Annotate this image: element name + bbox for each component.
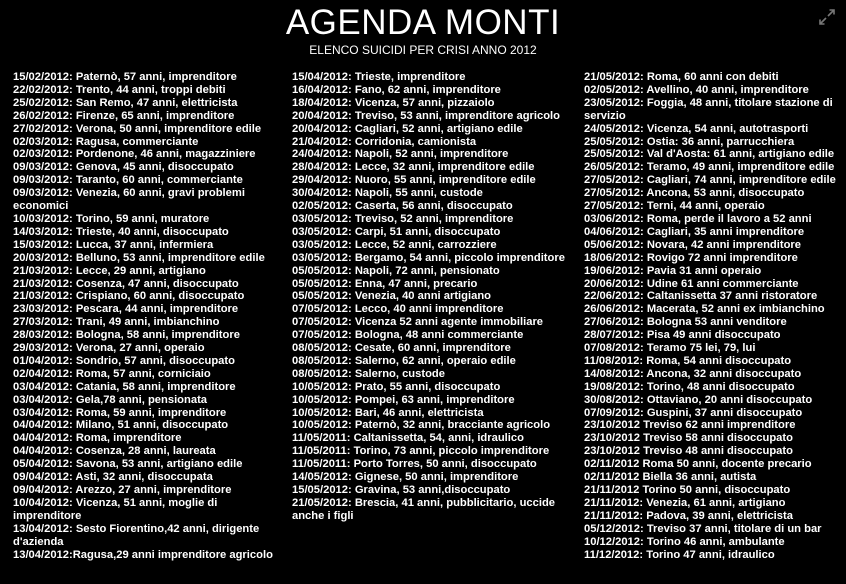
list-item: 09/04/2012: Asti, 32 anni, disoccupata: [13, 471, 213, 484]
list-item: 15/03/2012: Lucca, 37 anni, infermiera: [13, 238, 214, 251]
list-item: 02/04/2012: Roma, 57 anni, corniciaio: [13, 367, 211, 380]
list-item: 09/03/2012: Venezia, 60 anni, gravi problemi economici: [13, 187, 245, 213]
list-item: 20/03/2012: Belluno, 53 anni, imprenditore edile: [13, 251, 265, 264]
list-item: 14/03/2012: Trieste, 40 anni, disoccupato: [13, 225, 229, 238]
list-item: 05/04/2012: Savona, 53 anni, artigiano edile: [13, 458, 243, 471]
list-item: 25/02/2012: San Remo, 47 anni, elettricista: [13, 96, 238, 109]
list-item: 10/05/2012: Pompei, 63 anni, imprenditore: [292, 393, 515, 406]
list-item: 07/05/2012: Bologna, 48 anni commerciante: [292, 329, 524, 342]
list-item: 02/05/2012: Avellino, 40 anni, imprenditore: [584, 83, 809, 96]
list-item: 05/05/2012: Napoli, 72 anni, pensionato: [292, 264, 500, 277]
list-item: 27/05/2012: Ancona, 53 anni, disoccupato: [584, 187, 805, 200]
list-item: 24/05/2012: Vicenza, 54 anni, autotrasporti: [584, 122, 809, 135]
list-item: 10/04/2012: Vicenza, 51 anni, moglie di imprenditore: [13, 496, 218, 522]
list-item: 11/05/2011: Caltanissetta, 54, anni, idraulico: [292, 432, 524, 445]
list-item: 04/04/2012: Roma, imprenditore: [13, 432, 182, 445]
list-item: 02/11/2012 Biella 36 anni, autista: [584, 471, 757, 484]
list-item: 21/04/2012: Corridonia, camionista: [292, 135, 477, 148]
list-item: 07/05/2012: Vicenza 52 anni agente immobiliare: [292, 316, 544, 329]
list-item: 11/05/2011: Torino, 73 anni, piccolo imprenditore: [292, 445, 550, 458]
list-item: 09/03/2012: Genova, 45 anni, disoccupato: [13, 161, 234, 174]
list-item: 04/06/2012: Cagliari, 35 anni imprenditore: [584, 225, 805, 238]
list-item: 25/05/2012: Val d'Aosta: 61 anni, artigiano edile: [584, 148, 835, 161]
list-item: 22/06/2012: Caltanissetta 37 anni ristoratore: [584, 290, 818, 303]
list-item: 03/04/2012: Roma, 59 anni, imprenditore: [13, 406, 227, 419]
list-item: 21/11/2012 Torino 50 anni, disoccupato: [584, 484, 791, 496]
list-item: 13/04/2012:Ragusa,29 anni imprenditore agricolo: [13, 548, 273, 561]
list-item: 20/04/2012: Treviso, 53 anni, imprenditore agricolo: [292, 109, 560, 122]
list-item: 07/05/2012: Lecco, 40 anni imprenditore: [292, 303, 504, 316]
list-item: 03/05/2012: Carpi, 51 anni, disoccupato: [292, 225, 501, 238]
list-item: 28/04/2012: Lecce, 32 anni, imprenditore edile: [292, 161, 535, 174]
list-item: 26/02/2012: Firenze, 65 anni, imprenditore: [13, 109, 235, 122]
list-item: 02/05/2012: Caserta, 56 anni, disoccupato: [292, 200, 513, 213]
list-item: 29/03/2012: Verona, 27 anni, operaio: [13, 342, 205, 355]
list-item: 21/03/2012: Cosenza, 47 anni, disoccupato: [13, 277, 239, 290]
list-item: 21/11/2012: Padova, 39 anni, elettricista: [584, 509, 793, 522]
page-subtitle: ELENCO SUICIDI PER CRISI ANNO 2012: [309, 43, 537, 57]
list-item: 10/05/2012: Prato, 55 anni, disoccupato: [292, 380, 501, 393]
list-item: 27/02/2012: Verona, 50 anni, imprenditore edile: [13, 122, 262, 135]
list-item: 08/05/2012: Salerno, custode: [292, 367, 445, 380]
list-item: 15/02/2012: Paternò, 57 anni, imprenditore: [13, 71, 237, 83]
list-item: 30/08/2012: Ottaviano, 20 anni disoccupato: [584, 393, 813, 406]
list-item: 19/06/2012: Pavia 31 anni operaio: [584, 264, 762, 277]
list-item: 18/06/2012: Rovigo 72 anni imprenditore: [584, 251, 798, 264]
list-item: 09/04/2012: Arezzo, 27 anni, imprenditore: [13, 484, 232, 496]
list-item: 02/03/2012: Pordenone, 46 anni, magazziniere: [13, 148, 256, 161]
list-item: 27/03/2012: Trani, 49 anni, imbianchino: [13, 316, 220, 329]
list-item: 11/12/2012: Torino 47 anni, idraulico: [584, 548, 775, 561]
list-item: 21/11/2012: Venezia, 61 anni, artigiano: [584, 496, 786, 509]
list-item: 07/09/2012: Guspini, 37 anni disoccupato: [584, 406, 803, 419]
list-item: 14/08/2012: Ancona, 32 anni disoccupato: [584, 367, 802, 380]
list-item: 03/05/2012: Treviso, 52 anni, imprenditore: [292, 212, 514, 225]
list-item: 05/06/2012: Novara, 42 anni imprenditore: [584, 238, 802, 251]
list-item: 21/05/2012: Brescia, 41 anni, pubblicitario, uccide anche i figli: [292, 496, 556, 522]
list-item: 03/05/2012: Lecce, 52 anni, carrozziere: [292, 238, 497, 251]
list-item: 04/04/2012: Milano, 51 anni, disoccupato: [13, 419, 229, 432]
list-item: 16/04/2012: Fano, 62 anni, imprenditore: [292, 83, 501, 96]
entries-column-2: [292, 71, 572, 523]
entries-column-3: [584, 71, 846, 561]
list-item: 20/04/2012: Cagliari, 52 anni, artigiano edile: [292, 122, 523, 135]
list-item: 11/05/2011: Porto Torres, 50 anni, disoccupato: [292, 458, 537, 471]
list-item: 26/06/2012: Macerata, 52 anni ex imbianchino: [584, 303, 825, 316]
list-item: 13/04/2012: Sesto Fiorentino,42 anni, dirigente d'azienda: [13, 522, 260, 548]
list-item: 08/05/2012: Cesate, 60 anni, imprenditore: [292, 342, 511, 355]
list-item: 15/04/2012: Trieste, imprenditore: [292, 71, 466, 83]
expand-icon[interactable]: [818, 8, 836, 26]
list-item: 10/05/2012: Bari, 46 anni, elettricista: [292, 406, 484, 419]
list-item: 27/05/2012: Cagliari, 74 anni, imprenditore edile: [584, 174, 836, 187]
list-item: 21/03/2012: Lecce, 29 anni, artigiano: [13, 264, 206, 277]
list-item: 03/06/2012: Roma, perde il lavoro a 52 anni: [584, 212, 812, 225]
list-item: 10/03/2012: Torino, 59 anni, muratore: [13, 212, 210, 225]
list-item: 03/04/2012: Catania, 58 anni, imprenditore: [13, 380, 236, 393]
list-item: 03/04/2012: Gela,78 anni, pensionata: [13, 393, 208, 406]
list-item: 27/05/2012: Terni, 44 anni, operaio: [584, 200, 765, 213]
list-item: 08/05/2012: Salerno, 62 anni, operaio edile: [292, 354, 516, 367]
list-item: 07/08/2012: Teramo 75 lei, 79, lui: [584, 342, 756, 355]
list-item: 11/08/2012: Roma, 54 anni disoccupato: [584, 354, 792, 367]
list-item: 05/05/2012: Venezia, 40 anni artigiano: [292, 290, 491, 303]
list-item: 10/12/2012: Torino 46 anni, ambulante: [584, 535, 785, 548]
list-item: 14/05/2012: Gignese, 50 anni, imprenditore: [292, 471, 519, 484]
page-title: AGENDA MONTI: [285, 3, 561, 42]
list-item: 29/04/2012: Nuoro, 55 anni, imprenditore edile: [292, 174, 536, 187]
list-item: 01/04/2012: Sondrio, 57 anni, disoccupato: [13, 354, 235, 367]
list-item: 21/03/2012: Crispiano, 60 anni, disoccupato: [13, 290, 245, 303]
list-item: 26/05/2012: Teramo, 49 anni, imprenditore edile: [584, 161, 835, 174]
list-item: 04/04/2012: Cosenza, 28 anni, laureata: [13, 445, 216, 458]
list-item: 23/10/2012 Treviso 48 anni disoccupato: [584, 445, 793, 458]
list-item: 15/05/2012: Gravina, 53 anni,disoccupato: [292, 484, 511, 496]
list-item: 02/03/2012: Ragusa, commerciante: [13, 135, 199, 148]
list-item: 22/02/2012: Trento, 44 anni, troppi debiti: [13, 83, 226, 96]
list-item: 18/04/2012: Vicenza, 57 anni, pizzaiolo: [292, 96, 495, 109]
list-item: 23/05/2012: Foggia, 48 anni, titolare stazione di servizio: [584, 96, 833, 122]
list-item: 02/11/2012 Roma 50 anni, docente precario: [584, 458, 812, 471]
list-item: 10/05/2012: Paternò, 32 anni, bracciante agricolo: [292, 419, 551, 432]
list-item: 05/05/2012: Enna, 47 anni, precario: [292, 277, 478, 290]
list-item: 23/10/2012 Treviso 58 anni disoccupato: [584, 432, 793, 445]
list-item: 09/03/2012: Taranto, 60 anni, commerciante: [13, 174, 243, 187]
list-item: 03/05/2012: Bergamo, 54 anni, piccolo imprenditore: [292, 251, 565, 264]
list-item: 20/06/2012: Udine 61 anni commerciante: [584, 277, 799, 290]
list-item: 27/06/2012: Bologna 53 anni venditore: [584, 316, 787, 329]
list-item: 24/04/2012: Napoli, 52 anni, imprenditore: [292, 148, 509, 161]
list-item: 21/05/2012: Roma, 60 anni con debiti: [584, 71, 779, 83]
list-item: 28/03/2012: Bologna, 58 anni, imprenditore: [13, 329, 240, 342]
list-item: 05/12/2012: Treviso 37 anni, titolare di un bar: [584, 522, 822, 535]
list-item: 19/08/2012: Torino, 48 anni disoccupato: [584, 380, 795, 393]
list-item: 23/03/2012: Pescara, 44 anni, imprenditore: [13, 303, 239, 316]
list-item: 30/04/2012: Napoli, 55 anni, custode: [292, 187, 483, 200]
list-item: 23/10/2012 Treviso 62 anni imprenditore: [584, 419, 796, 432]
list-item: 28/07/2012: Pisa 49 anni disoccupato: [584, 329, 781, 342]
entries-column-1: [13, 71, 281, 561]
list-item: 25/05/2012: Ostia: 36 anni, parrucchiera: [584, 135, 795, 148]
